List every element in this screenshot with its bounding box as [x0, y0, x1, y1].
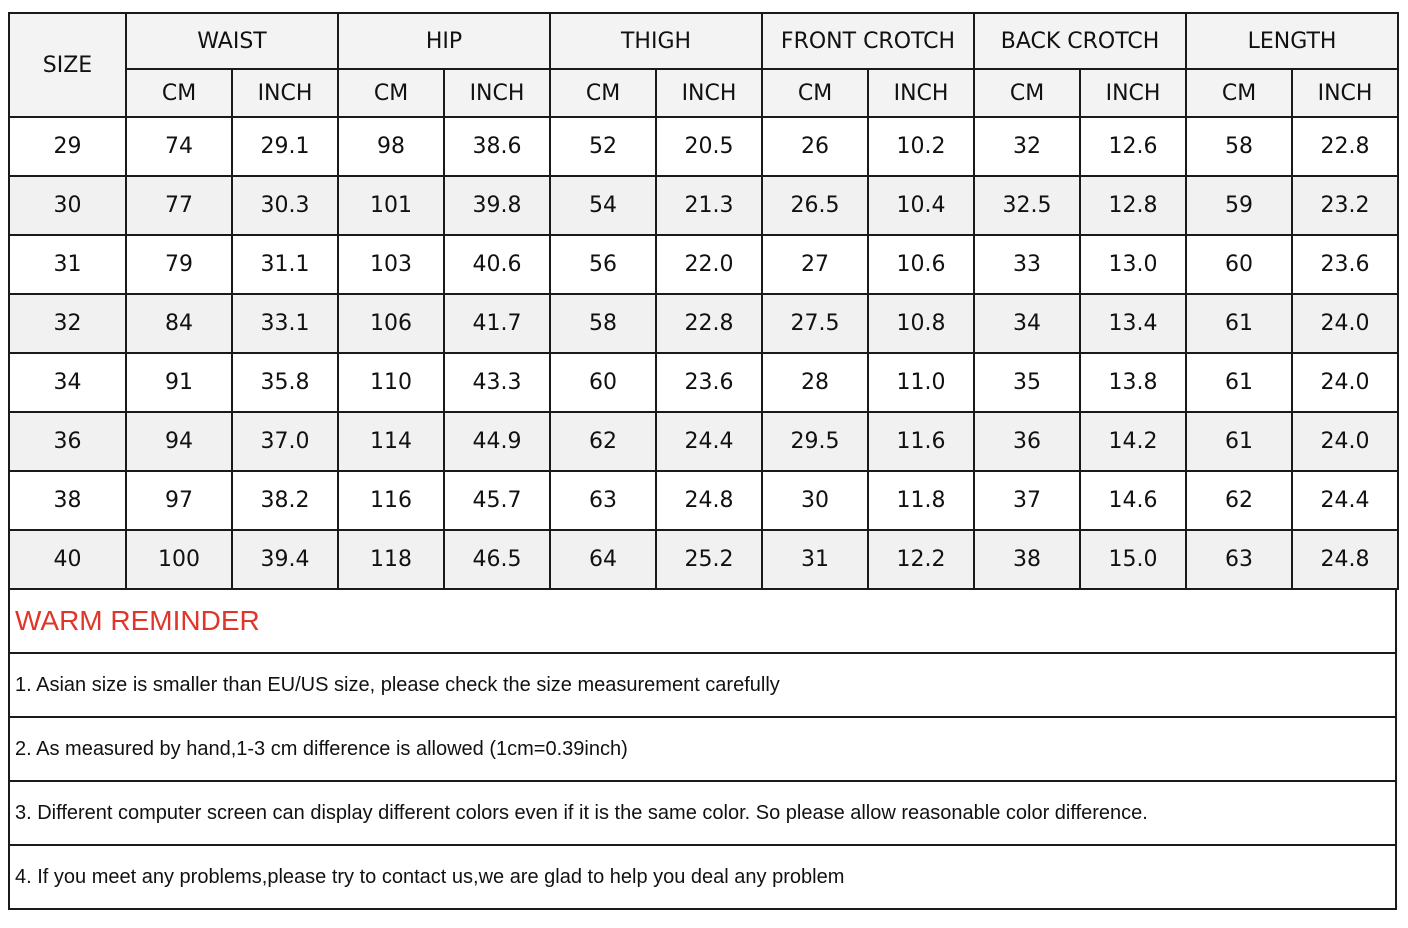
- measurement-cell: 61: [1186, 353, 1292, 412]
- table-row: [9, 353, 1398, 412]
- measurement-cell: 103: [338, 235, 444, 294]
- measurement-cell: 22.8: [1292, 117, 1398, 176]
- measurement-cell: 11.8: [868, 471, 974, 530]
- measurement-cell: 79: [126, 235, 232, 294]
- measurement-cell: 31: [762, 530, 868, 589]
- measurement-cell: 37.0: [232, 412, 338, 471]
- unit-header-cm: CM: [762, 69, 868, 117]
- size-cell: 31: [9, 235, 126, 294]
- measurement-cell: 27: [762, 235, 868, 294]
- measurement-cell: 20.5: [656, 117, 762, 176]
- measurement-cell: 63: [550, 471, 656, 530]
- measurement-cell: 100: [126, 530, 232, 589]
- unit-header-cm: CM: [974, 69, 1080, 117]
- measurement-cell: 118: [338, 530, 444, 589]
- measurement-cell: 23.6: [1292, 235, 1398, 294]
- table-row: [9, 471, 1398, 530]
- unit-header-cm: CM: [126, 69, 232, 117]
- table-row: [9, 176, 1398, 235]
- front-crotch-header: FRONT CROTCH: [762, 13, 974, 69]
- measurement-cell: 62: [1186, 471, 1292, 530]
- measurement-cell: 23.2: [1292, 176, 1398, 235]
- measurement-cell: 30.3: [232, 176, 338, 235]
- measurement-cell: 38.6: [444, 117, 550, 176]
- measurement-cell: 21.3: [656, 176, 762, 235]
- size-cell: 29: [9, 117, 126, 176]
- waist-header: WAIST: [126, 13, 338, 69]
- size-cell: 38: [9, 471, 126, 530]
- reminder-note: 2. As measured by hand,1-3 cm difference is allowed (1cm=0.39inch): [9, 717, 1396, 781]
- measurement-cell: 77: [126, 176, 232, 235]
- unit-header-inch: INCH: [868, 69, 974, 117]
- measurement-cell: 101: [338, 176, 444, 235]
- measurement-cell: 23.6: [656, 353, 762, 412]
- table-header: [9, 13, 1398, 117]
- measurement-cell: 11.6: [868, 412, 974, 471]
- measurement-cell: 34: [974, 294, 1080, 353]
- measurement-cell: 116: [338, 471, 444, 530]
- measurement-cell: 44.9: [444, 412, 550, 471]
- measurement-cell: 12.8: [1080, 176, 1186, 235]
- hip-header: HIP: [338, 13, 550, 69]
- table-row: [9, 294, 1398, 353]
- size-cell: 34: [9, 353, 126, 412]
- table-row: [9, 530, 1398, 589]
- measurement-cell: 43.3: [444, 353, 550, 412]
- measurement-cell: 52: [550, 117, 656, 176]
- unit-header-cm: CM: [550, 69, 656, 117]
- unit-header-inch: INCH: [656, 69, 762, 117]
- reminder-note: 1. Asian size is smaller than EU/US size, please check the size measurement carefully: [9, 653, 1396, 717]
- measurement-cell: 110: [338, 353, 444, 412]
- measurement-cell: 114: [338, 412, 444, 471]
- measurement-cell: 61: [1186, 412, 1292, 471]
- measurement-cell: 13.0: [1080, 235, 1186, 294]
- measurement-cell: 33: [974, 235, 1080, 294]
- measurement-cell: 40.6: [444, 235, 550, 294]
- measurement-cell: 37: [974, 471, 1080, 530]
- table-row: [9, 235, 1398, 294]
- measurement-cell: 10.8: [868, 294, 974, 353]
- measurement-cell: 13.4: [1080, 294, 1186, 353]
- measurement-cell: 91: [126, 353, 232, 412]
- measurement-cell: 98: [338, 117, 444, 176]
- measurement-cell: 26.5: [762, 176, 868, 235]
- warm-reminder: [8, 590, 1397, 910]
- measurement-cell: 74: [126, 117, 232, 176]
- measurement-cell: 30: [762, 471, 868, 530]
- size-table: [8, 12, 1399, 590]
- unit-header-cm: CM: [338, 69, 444, 117]
- measurement-cell: 59: [1186, 176, 1292, 235]
- measurement-cell: 84: [126, 294, 232, 353]
- unit-header-inch: INCH: [444, 69, 550, 117]
- measurement-cell: 24.4: [656, 412, 762, 471]
- measurement-cell: 24.4: [1292, 471, 1398, 530]
- measurement-cell: 24.0: [1292, 294, 1398, 353]
- measurement-cell: 12.6: [1080, 117, 1186, 176]
- size-cell: 30: [9, 176, 126, 235]
- measurement-cell: 11.0: [868, 353, 974, 412]
- measurement-cell: 38: [974, 530, 1080, 589]
- measurement-cell: 60: [1186, 235, 1292, 294]
- measurement-cell: 63: [1186, 530, 1292, 589]
- measurement-cell: 24.0: [1292, 412, 1398, 471]
- size-column-header: SIZE: [9, 13, 126, 117]
- unit-header-inch: INCH: [1080, 69, 1186, 117]
- thigh-header: THIGH: [550, 13, 762, 69]
- length-header: LENGTH: [1186, 13, 1398, 69]
- measurement-cell: 41.7: [444, 294, 550, 353]
- reminder-note: 3. Different computer screen can display different colors even if it is the same color. So please allow reasonable color difference.: [9, 781, 1396, 845]
- measurement-cell: 32: [974, 117, 1080, 176]
- table-row: [9, 117, 1398, 176]
- measurement-cell: 28: [762, 353, 868, 412]
- measurement-cell: 35.8: [232, 353, 338, 412]
- size-cell: 32: [9, 294, 126, 353]
- measurement-cell: 32.5: [974, 176, 1080, 235]
- unit-header-cm: CM: [1186, 69, 1292, 117]
- measurement-cell: 13.8: [1080, 353, 1186, 412]
- measurement-cell: 29.1: [232, 117, 338, 176]
- reminder-note: 4. If you meet any problems,please try to contact us,we are glad to help you deal any problem: [9, 845, 1396, 909]
- measurement-cell: 58: [1186, 117, 1292, 176]
- measurement-cell: 10.2: [868, 117, 974, 176]
- table-body: [9, 117, 1398, 589]
- measurement-cell: 14.2: [1080, 412, 1186, 471]
- measurement-cell: 94: [126, 412, 232, 471]
- measurement-cell: 56: [550, 235, 656, 294]
- measurement-cell: 10.4: [868, 176, 974, 235]
- size-cell: 36: [9, 412, 126, 471]
- size-chart: [8, 12, 1397, 910]
- measurement-cell: 31.1: [232, 235, 338, 294]
- measurement-cell: 46.5: [444, 530, 550, 589]
- measurement-cell: 24.0: [1292, 353, 1398, 412]
- measurement-cell: 27.5: [762, 294, 868, 353]
- measurement-cell: 35: [974, 353, 1080, 412]
- measurement-cell: 62: [550, 412, 656, 471]
- measurement-cell: 22.8: [656, 294, 762, 353]
- measurement-cell: 24.8: [656, 471, 762, 530]
- unit-header-inch: INCH: [1292, 69, 1398, 117]
- table-row: [9, 412, 1398, 471]
- measurement-cell: 61: [1186, 294, 1292, 353]
- measurement-cell: 26: [762, 117, 868, 176]
- measurement-cell: 33.1: [232, 294, 338, 353]
- measurement-cell: 54: [550, 176, 656, 235]
- measurement-cell: 106: [338, 294, 444, 353]
- reminder-title: WARM REMINDER: [9, 590, 1396, 653]
- measurement-cell: 25.2: [656, 530, 762, 589]
- back-crotch-header: BACK CROTCH: [974, 13, 1186, 69]
- measurement-cell: 24.8: [1292, 530, 1398, 589]
- measurement-cell: 39.8: [444, 176, 550, 235]
- measurement-cell: 15.0: [1080, 530, 1186, 589]
- measurement-cell: 39.4: [232, 530, 338, 589]
- measurement-cell: 58: [550, 294, 656, 353]
- size-cell: 40: [9, 530, 126, 589]
- measurement-cell: 14.6: [1080, 471, 1186, 530]
- measurement-cell: 36: [974, 412, 1080, 471]
- unit-header-inch: INCH: [232, 69, 338, 117]
- measurement-cell: 38.2: [232, 471, 338, 530]
- measurement-cell: 64: [550, 530, 656, 589]
- measurement-cell: 10.6: [868, 235, 974, 294]
- measurement-cell: 22.0: [656, 235, 762, 294]
- measurement-cell: 12.2: [868, 530, 974, 589]
- measurement-cell: 45.7: [444, 471, 550, 530]
- measurement-cell: 29.5: [762, 412, 868, 471]
- measurement-cell: 97: [126, 471, 232, 530]
- measurement-cell: 60: [550, 353, 656, 412]
